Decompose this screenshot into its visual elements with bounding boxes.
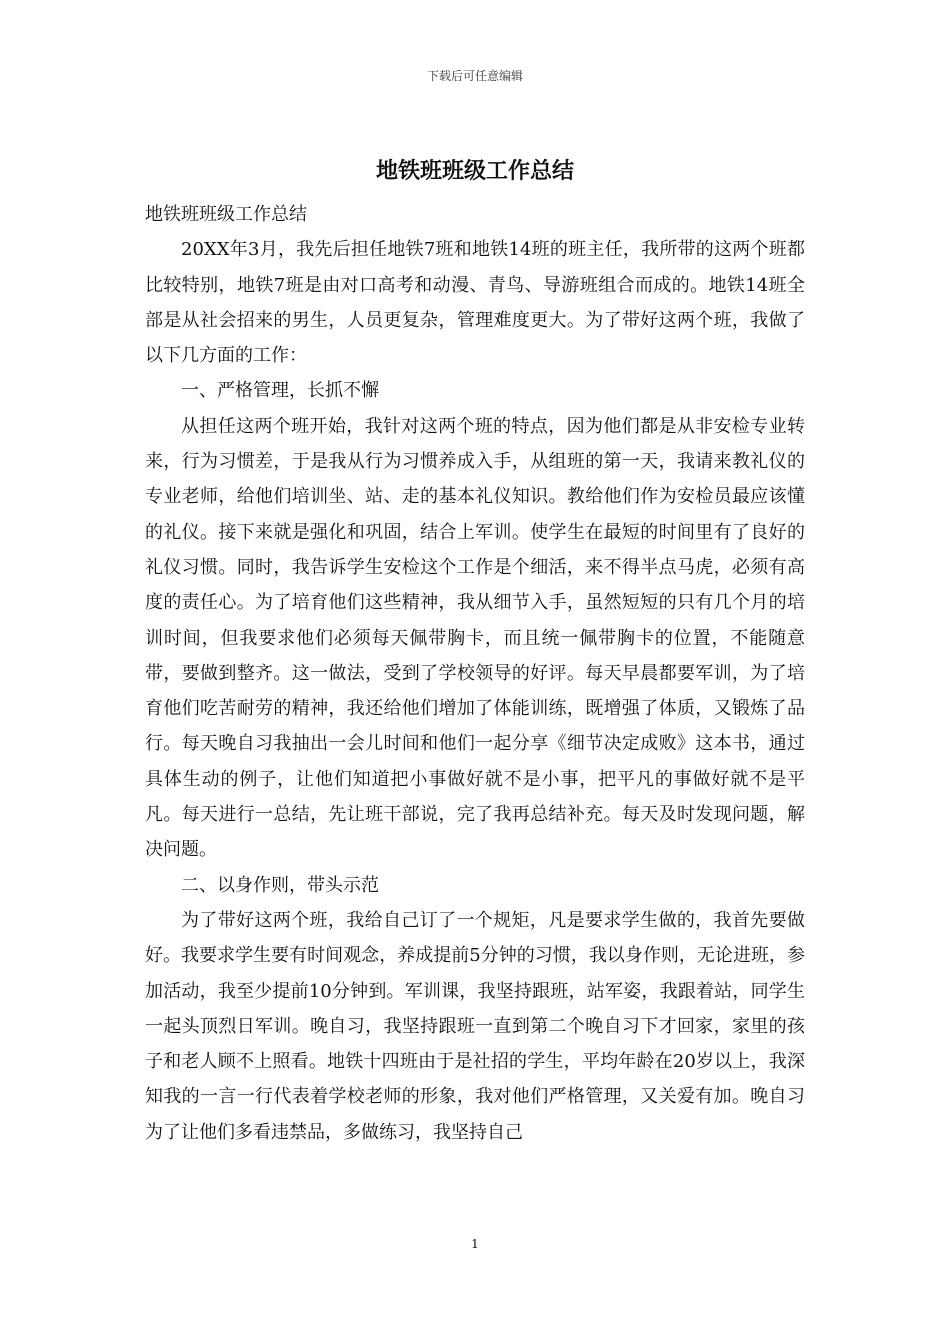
section-1-paragraph: 从担任这两个班开始，我针对这两个班的特点，因为他们都是从非安检专业转来，行为习惯差，于是我从行为习惯养成入手，从组班的第一天，我请来教礼仪的专业老师，给他们培训坐、站、走的基本礼仪知识。教给他们作为安检员最应该懂的礼仪。接下来就是强化和巩固，结合上军训。使学生在最短的时间里有了良好的礼仪习惯。同时，我告诉学生安检这个工作是个细活，来不得半点马虎，必须有高度的责任心。为了培育他们这些精神，我从细节入手，虽然短短的只有几个月的培训时间，但我要求他们必须每天佩带胸卡，而且统一佩带胸卡的位置，不能随意带，要做到整齐。这一做法，受到了学校领导的好评。每天早晨都要军训，为了培育他们吃苦耐劳的精神，我还给他们增加了体能训练，既增强了体质，又锻炼了品行。每天晚自习我抽出一会儿时间和他们一起分享《细节决定成败》这本书，通过具体生动的例子，让他们知道把小事做好就不是小事，把平凡的事做好就不是平凡。每天进行一总结，先让班干部说，完了我再总结补充。每天及时发现问题，解决问题。 [145,415,805,861]
section-2-paragraph: 为了带好这两个班，我给自己订了一个规矩，凡是要求学生做的，我首先要做好。我要求学生要有时间观念，养成提前5分钟的习惯，我以身作则，无论进班，参加活动，我至少提前10分钟到。军训课，我坚持跟班，站军姿，我跟着站，同学生一起头顶烈日军训。晚自习，我坚持跟班一直到第二个晚自习下才回家，家里的孩子和老人顾不上照看。地铁十四班由于是社招的学生，平均年龄在20岁以上，我深知我的一言一行代表着学校老师的形象，我对他们严格管理，又关爱有加。晚自习为了让他们多看违禁品，多做练习，我坚持自己 [145,909,805,1143]
page-number: 1 [471,1237,479,1251]
intro-paragraph: 20XX年3月，我先后担任地铁7班和地铁14班的班主任，我所带的这两个班都比较特别，地铁7班是由对口高考和动漫、青鸟、导游班组合而成的。地铁14班全部是从社会招来的男生，人员更复杂，管理难度更大。为了带好这两个班，我做了以下几方面的工作： [145,239,805,367]
document-body [145,197,805,1150]
subtitle-paragraph: 地铁班班级工作总结 [145,204,307,225]
page-header-note: 下载后可任意编辑 [426,69,523,83]
document-title: 地铁班班级工作总结 [375,158,574,184]
section-heading-1: 一、严格管理，长抓不懈 [181,380,379,402]
section-heading-2: 二、以身作则，带头示范 [181,874,379,896]
